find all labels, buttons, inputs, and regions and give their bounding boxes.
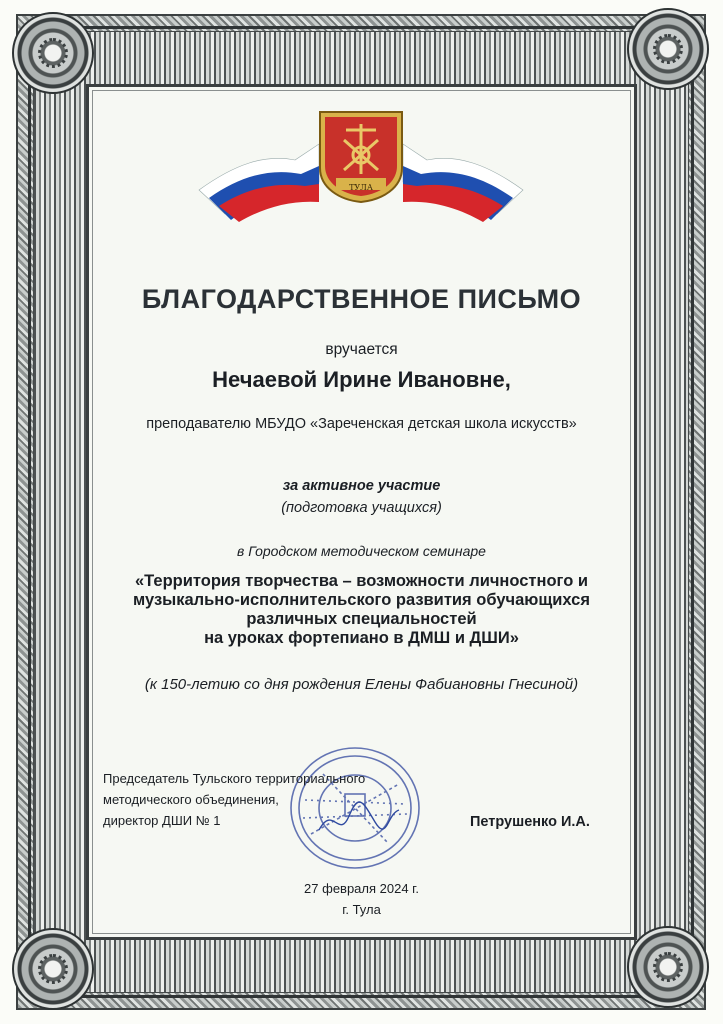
emblem-city-label: ТУЛА (349, 183, 373, 192)
event-title (86, 572, 637, 648)
event-intro: в Городском методическом семинаре (237, 543, 486, 559)
rosette-bottom-left-icon (12, 928, 94, 1010)
rosette-bottom-right-icon (627, 926, 709, 1008)
rosette-top-right-icon (627, 8, 709, 90)
award-reason-detail: (подготовка учащихся) (281, 500, 442, 516)
chair-title-line: Председатель Тульского территориального (103, 771, 366, 786)
event-title-line: музыкально-исполнительского развития обучающихся (133, 591, 590, 609)
issue-city: г. Тула (342, 902, 381, 917)
issue-date: 27 февраля 2024 г. (304, 881, 419, 896)
awarded-text: вручается (325, 341, 398, 358)
anniversary-note: (к 150-летию со дня рождения Елены Фабиановны Гнесиной) (144, 676, 579, 693)
chair-title-line: методического объединения, (103, 792, 279, 807)
signer-name: Петрушенко И.А. (470, 814, 590, 830)
certificate-title: БЛАГОДАРСТВЕННОЕ ПИСЬМО (141, 284, 582, 314)
coat-of-arms-emblem (195, 104, 527, 222)
award-reason: за активное участие (282, 478, 441, 494)
chair-title (103, 768, 365, 831)
recipient-position: преподавателю МБУДО «Зареченская детская школа искусств» (146, 416, 577, 432)
event-title-line: на уроках фортепиано в ДМШ и ДШИ» (204, 629, 519, 647)
recipient-name: Нечаевой Ирине Ивановне, (212, 367, 511, 392)
event-title-line: различных специальностей (246, 610, 477, 628)
event-title-line: «Территория творчества – возможности личностного и (134, 572, 589, 590)
rosette-top-left-icon (12, 12, 94, 94)
chair-title-line: директор ДШИ № 1 (103, 813, 221, 828)
